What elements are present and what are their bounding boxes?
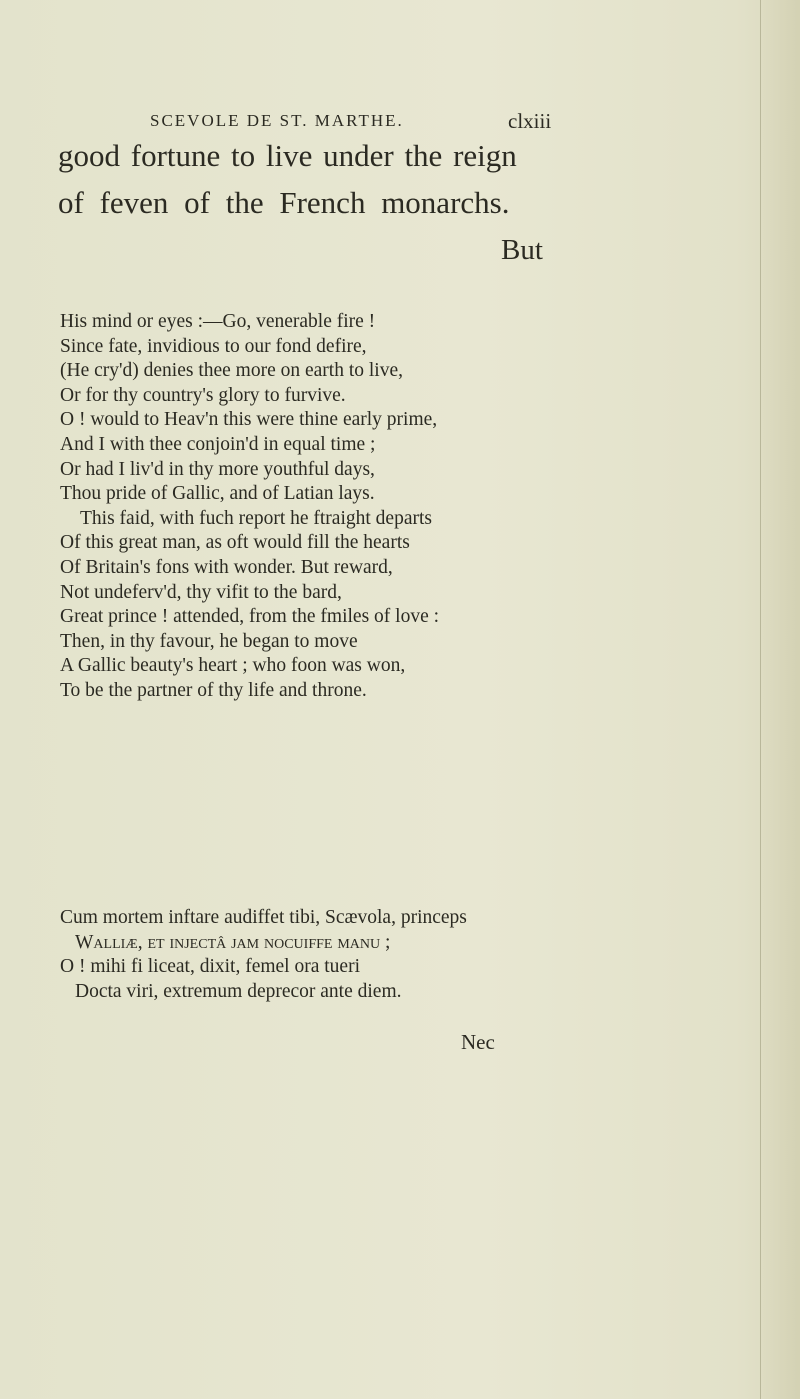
verse-line: Great prince ! attended, from the fmiles of love :: [60, 606, 440, 628]
catchword: But: [501, 234, 543, 266]
page-edge: [760, 0, 800, 1399]
verse-line: Since fate, invidious to our fond defire,: [60, 335, 367, 357]
verse-line: Docta viri, extremum deprecor ante diem.: [75, 980, 402, 1002]
verse-line: O ! would to Heav'n this were thine early prime,: [60, 409, 438, 431]
verse-line: (He cry'd) denies thee more on earth to live,: [60, 360, 404, 382]
verse-line: Not undeferv'd, thy vifit to the bard,: [60, 581, 342, 603]
verse-line: This faid, with fuch report he ftraight departs: [80, 507, 432, 529]
verse-line: To be the partner of thy life and throne.: [60, 679, 367, 701]
english-poem: [60, 310, 439, 704]
prose-line: of feven of the French monarchs.: [58, 185, 510, 220]
verse-line: A Gallic beauty's heart ; who foon was won,: [60, 655, 406, 677]
catchword-bottom: Nec: [461, 1030, 495, 1054]
verse-line: Thou pride of Gallic, and of Latian lays.: [60, 483, 375, 505]
verse-line: His mind or eyes :—Go, venerable fire !: [60, 311, 376, 332]
prose-line: good fortune to live under the reign: [58, 138, 517, 173]
verse-line: Or for thy country's glory to furvive.: [60, 384, 346, 406]
latin-poem: [60, 906, 467, 1004]
verse-line: Of Britain's fons with wonder. But reward,: [60, 556, 393, 578]
verse-line: Walliæ, et injectâ jam nocuiffe manu ;: [75, 931, 391, 953]
verse-line: Of this great man, as oft would fill the hearts: [60, 532, 410, 554]
verse-line: Cum mortem inftare audiffet tibi, Scævola, princeps: [60, 907, 467, 928]
verse-line: Or had I liv'd in thy more youthful days,: [60, 458, 375, 480]
verse-line: O ! mihi fi liceat, dixit, femel ora tueri: [60, 956, 360, 978]
running-title: SCEVOLE DE ST. MARTHE.: [150, 111, 404, 130]
page-number: clxiii: [508, 109, 552, 133]
verse-line: And I with thee conjoin'd in equal time ;: [60, 433, 376, 455]
verse-line: Then, in thy favour, he began to move: [60, 630, 358, 652]
